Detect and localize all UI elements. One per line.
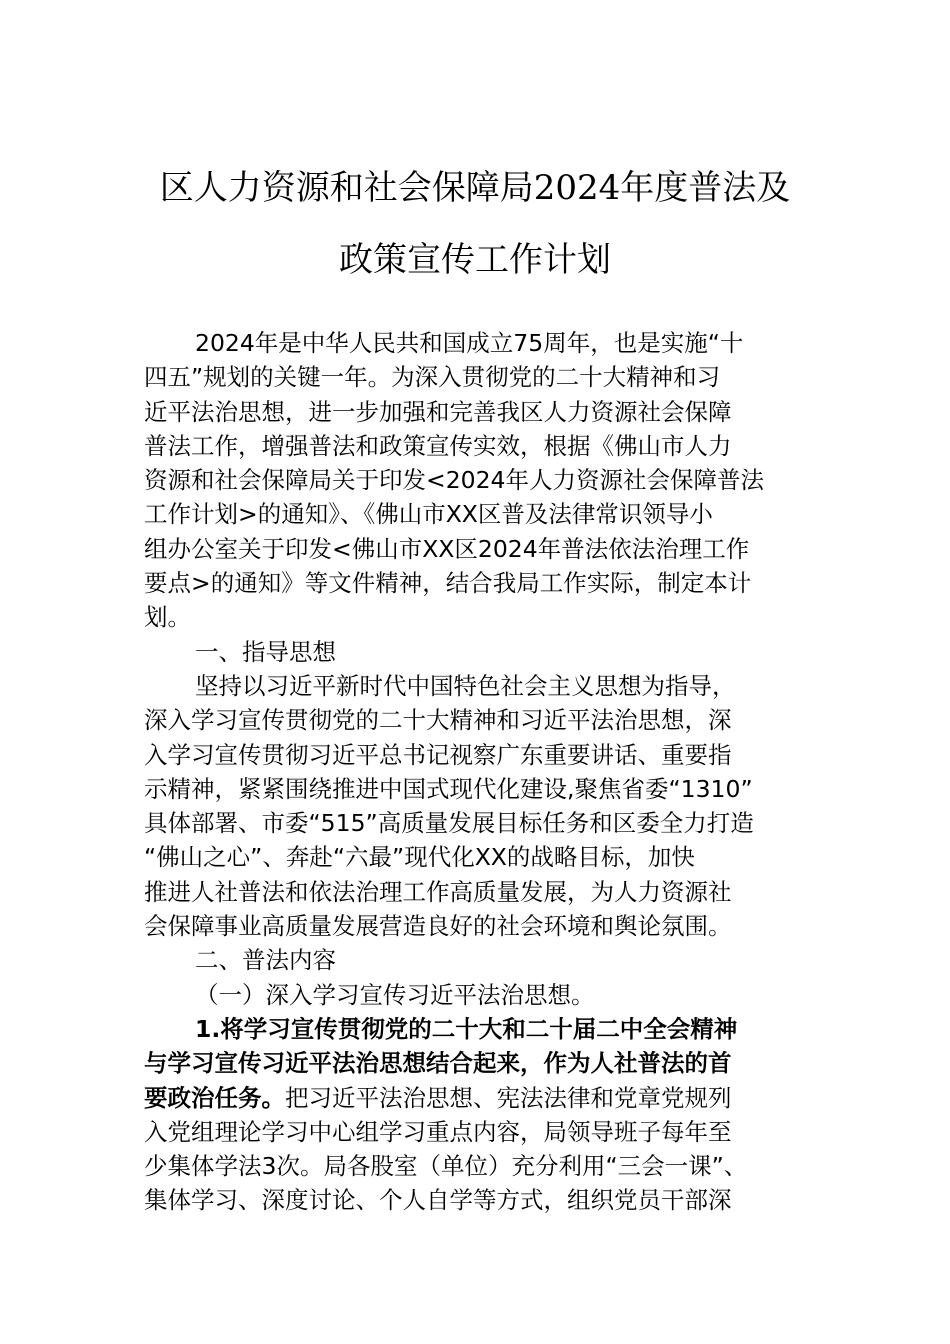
item1-line: 集体学习、深度讨论、个人自学等方式，组织党员干部深: [144, 1186, 732, 1215]
item1-text-start: 把习近平法治思想、宪法法律和党章党规列: [285, 1083, 732, 1112]
intro-line: 组办公室关于印发<佛山市XX区2024年普法依法治理工作: [144, 534, 750, 563]
item1-line: 入党组理论学习中心组学习重点内容，局领导班子每年至: [144, 1117, 732, 1146]
subsection-heading: （一）深入学习宣传习近平法治思想。: [195, 980, 595, 1009]
document-body: [144, 326, 808, 1218]
item1-bold-line: 1.将学习宣传贯彻党的二十大和二十届二中全会精神: [195, 1014, 738, 1043]
intro-line: 工作计划>的通知》、《佛山市XX区普及法律常识领导小: [144, 500, 713, 529]
intro-line: 普法工作，增强普法和政策宣传实效，根据《佛山市人力: [144, 431, 732, 460]
document-title-line-2: 政策宣传工作计划: [339, 240, 611, 280]
section1-line: 示精神，紧紧围绕推进中国式现代化建设,聚焦省委“1310”: [144, 774, 753, 803]
intro-line: 四五”规划的关键一年。为深入贯彻党的二十大精神和习: [144, 363, 721, 392]
section1-line: 坚持以习近平新时代中国特色社会主义思想为指导，: [195, 671, 736, 700]
intro-line: 划。: [144, 603, 191, 632]
intro-line: 近平法治思想，进一步加强和完善我区人力资源社会保障: [144, 397, 732, 426]
section1-line: “佛山之心”、奔赴“六最”现代化XX的战略目标，加快: [144, 843, 695, 872]
section1-line: 入学习宣传贯彻习近平总书记视察广东重要讲话、重要指: [144, 740, 732, 769]
item1-bold-tail: 要政治任务。: [144, 1083, 285, 1112]
section1-line: 会保障事业高质量发展营造良好的社会环境和舆论氛围。: [144, 912, 732, 941]
section1-line: 具体部署、市委“515”高质量发展目标任务和区委全力打造: [144, 809, 754, 838]
document-title-line-1: 区人力资源和社会保障局2024年度普法及: [159, 168, 791, 208]
section-heading-guiding-ideology: 一、指导思想: [195, 637, 336, 666]
item1-line: 少集体学法3次。局各股室（单位）充分利用“三会一课”、: [144, 1152, 748, 1181]
intro-line: 资源和社会保障局关于印发<2024年人力资源社会保障普法: [144, 466, 764, 495]
intro-line: 要点>的通知》等文件精神，结合我局工作实际，制定本计: [144, 569, 752, 598]
section1-line: 推进人社普法和依法治理工作高质量发展，为人力资源社: [144, 877, 732, 906]
intro-line: 2024年是中华人民共和国成立75周年，也是实施“十: [195, 329, 744, 357]
section-heading-content: 二、普法内容: [195, 946, 336, 975]
section1-line: 深入学习宣传贯彻党的二十大精神和习近平法治思想，深: [144, 706, 732, 735]
item1-mixed-line: [144, 1081, 808, 1115]
item1-bold-line: 与学习宣传习近平法治思想结合起来，作为人社普法的首: [144, 1049, 732, 1078]
